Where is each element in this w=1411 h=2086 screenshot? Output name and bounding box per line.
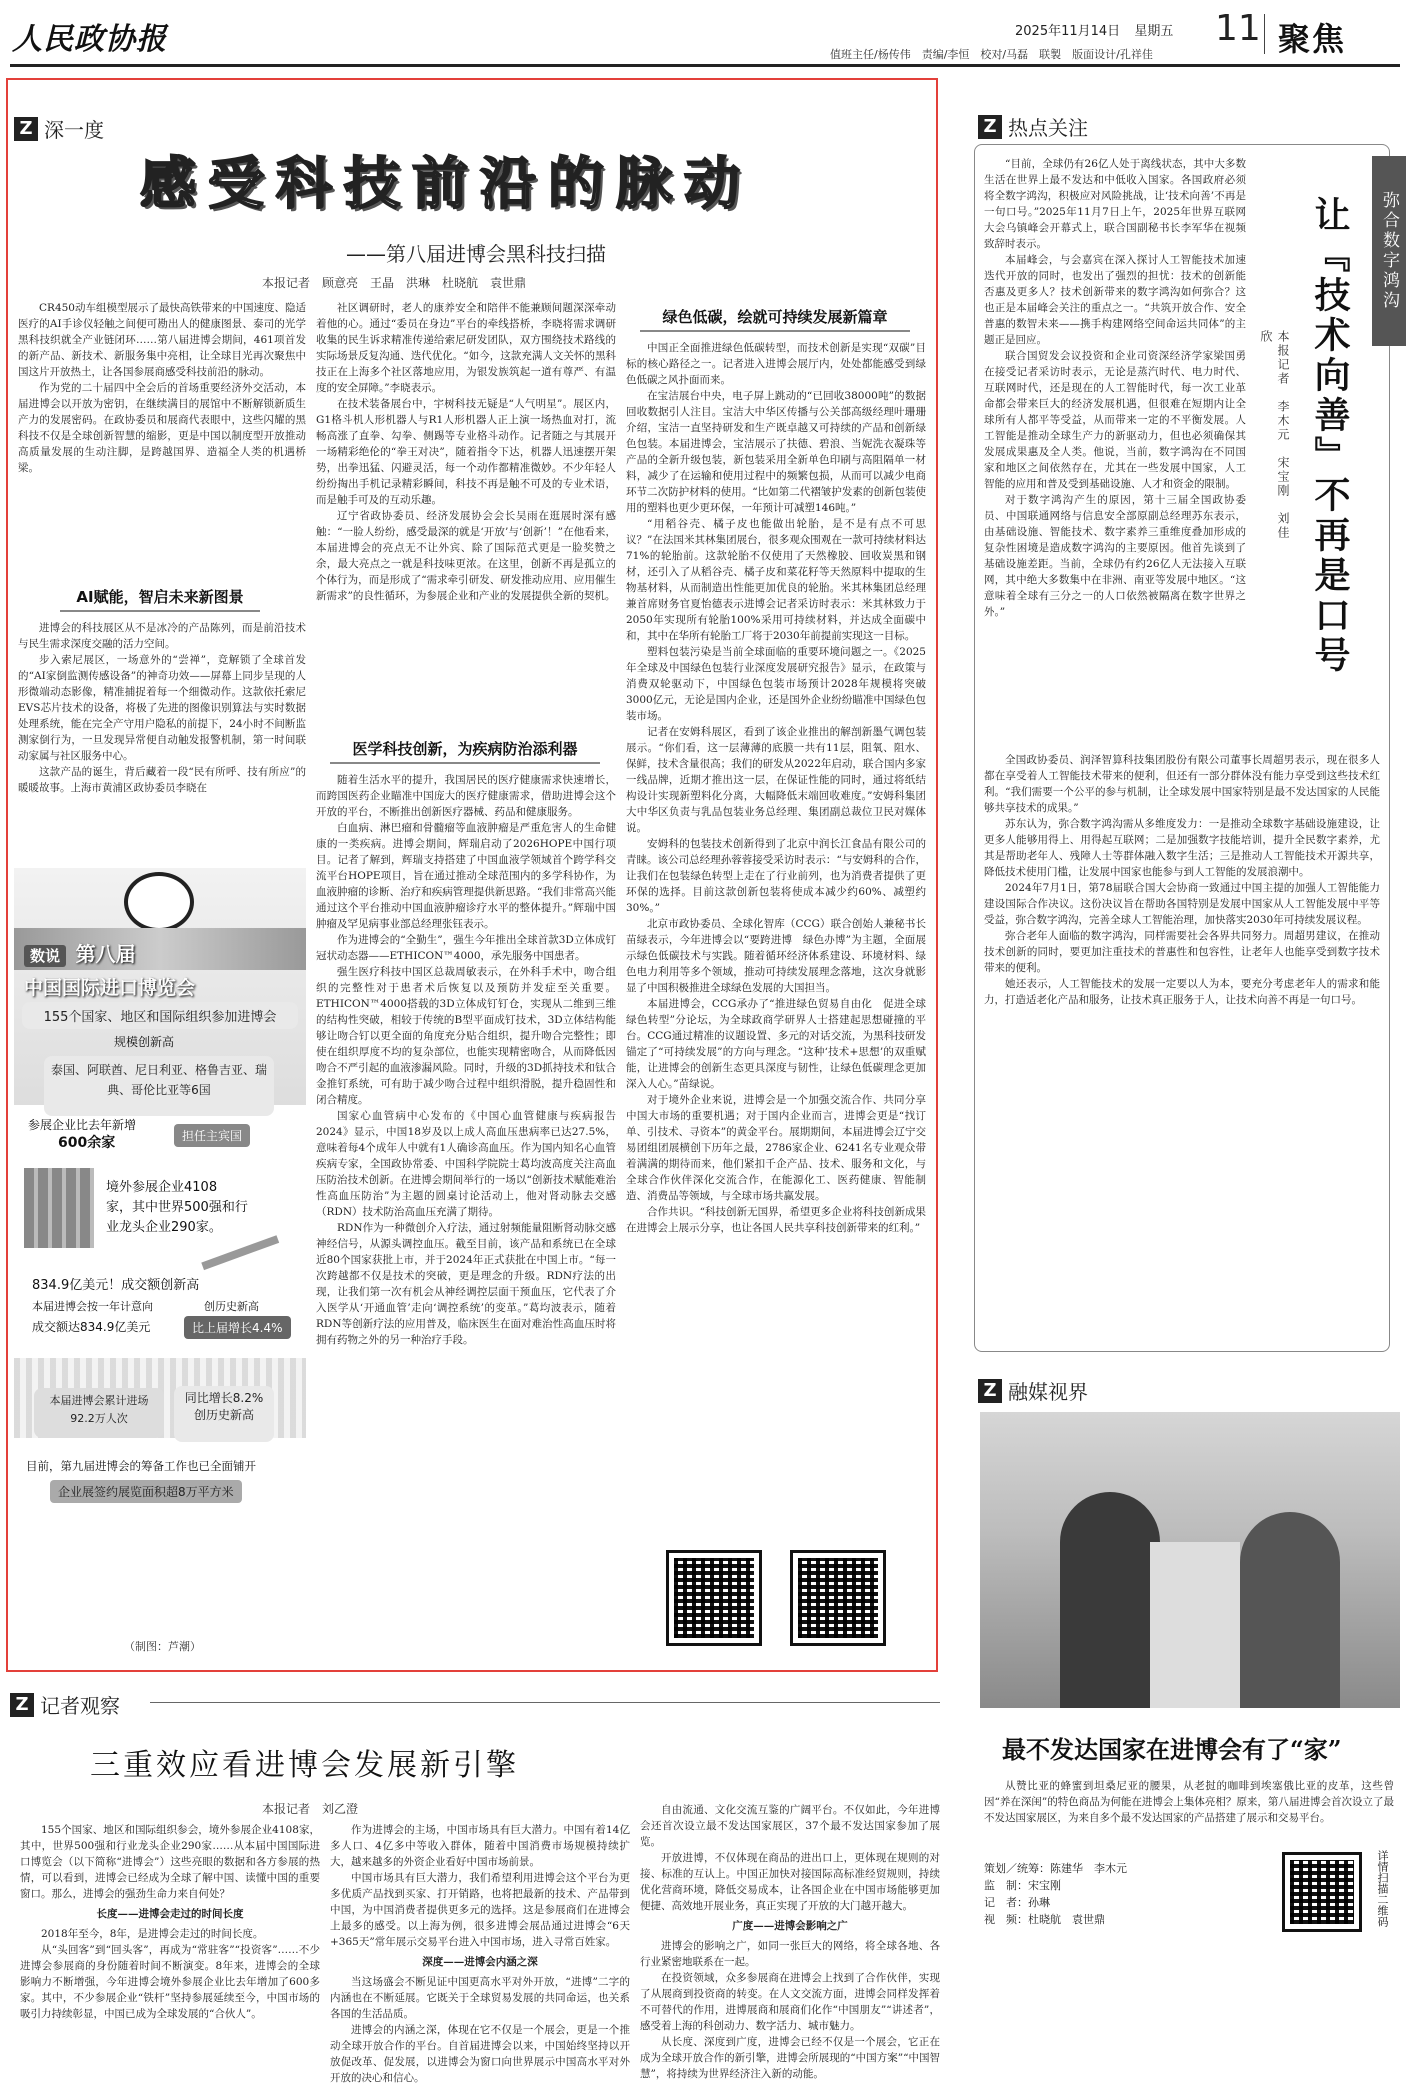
infographic-credit: （制图：芦潮） xyxy=(124,1640,201,1653)
feature-subtitle: ——第八届进博会黑科技扫描 xyxy=(346,242,606,266)
observe-subhead: 长度——进博会走过的时间长度 xyxy=(96,1908,244,1920)
issue-date xyxy=(1015,20,1173,39)
hotspot-tag-label: 热点关注 xyxy=(1008,116,1088,140)
qr-code-icon[interactable] xyxy=(790,1550,886,1646)
stat-countries-text: 155个国家、地区和国际组织参加进博会 xyxy=(43,1010,277,1025)
series-label: 弥合数字鸿沟 xyxy=(1379,191,1399,311)
paragraph: 合作共识。“科技创新无国界，希望更多企业将科技创新成果在进博会上展示分享，也让各国人民共享科技创新带来的红利。” xyxy=(626,1206,926,1234)
foreign-line3: 业龙头企业290家。 xyxy=(106,1220,222,1235)
infographic-title2: 中国国际进口博览会 xyxy=(24,977,196,999)
feature-title: 感受科技前沿的脉动 xyxy=(140,152,752,217)
feature-tag xyxy=(14,114,104,143)
hotspot-title: 让『技术向善』不再是口号 xyxy=(1309,196,1351,676)
paragraph: 在宝洁展台中央，电子屏上跳动的“已回收38000吨”的数据回收数据引人注目。宝洁大中华区传播与公关部高级经理叶珊珊介绍，宝洁一直坚持研发和生产既卓越又可持续的产品和创新绿色包装。本届进博会，宝洁展示了扶德、碧浪、当妮洗衣凝珠等产品的全新升级包装，新包装采用全新单色印刷与高阻隔单一材料，减少了在运输和使用过程中的频繁包损，从而可以减少电商环节二次防护材料的使用。“比如第二代褶皱护发素的创新包装使用的塑料也更少更环保，一年预计可减塑146吨。” xyxy=(626,390,926,514)
guest-countries xyxy=(44,1056,274,1116)
paragraph: 社区调研时，老人的康养安全和陪伴不能兼顾间题深深牵动着他的心。通过“委员在身边”平台的牵线搭桥，李晓将需求调研收集的民生诉求精准传递给索尼研发团队，双方围绕技术路线的实际场景反复沟通、迭代优化。“如今，这款充满人文关怀的黑科技正在上海多个社区落地应用，为银发族筑起一道有尊严、有温度的安全屏障。”李晓表示。 xyxy=(316,302,616,394)
growth-arrow-icon xyxy=(201,1235,286,1291)
guest-badge: 担任主宾国 xyxy=(174,1124,250,1147)
visitors-label: 本届进博会累计进场92.2万人次 xyxy=(49,1394,149,1425)
paragraph: CR450动车组模型展示了最快高铁带来的中国速度、隐适医疗的AI手诊仪轻触之间便可勘出人的健康图景、泰司的光学黑科技织就全产业链闭环……第八届进博会期间，461项首发的新产品、新技术、新服务集中亮相，让全球目光再次聚焦中国这片开放热土，让各国参展商感受科技前沿的脉动。 xyxy=(18,302,306,378)
paragraph: 对于数字鸿沟产生的原因，第十三届全国政协委员、中国联通网络与信息安全部原副总经理苏东表示，由基础设施、智能技术、数字素养三重维度叠加形成的复杂性困境是造成数字鸿沟的主要原因。他首先谈到了基础设施差距。当前，全球仍有约26亿人无法接入互联网，其中绝大多数集中在非洲、南亚等发展中地区。“这意味着全球有三分之一的人口依然被隔离在数字世界之外。” xyxy=(984,494,1246,618)
next-expo: 目前，第九届进博会的筹备工作也已全面铺开 xyxy=(26,1459,256,1473)
paragraph: 中国正全面推进绿色低碳转型，而技术创新是实现“双碳”目标的核心路径之一。记者进入进博会展厅内，处处都能感受到绿色低碳之风扑面而来。 xyxy=(626,342,926,386)
date-text: 2025年11月14日 xyxy=(1015,24,1121,39)
paragraph: 她还表示，人工智能技术的发展一定要以人为本，要充分考虑老年人的需求和能力，打造适老化产品和服务，让技术真正服务于人，让技术向善不再是一句口号。 xyxy=(984,978,1380,1006)
paragraph: 安姆科的包装技术创新得到了北京中润长江食品有限公司的青睐。该公司总经理孙蓉蓉接受采访时表示：“与安姆科的合作，让我们在包装绿色转型上走在了行业前列，也为消费者提供了更环保的选择。目前这款创新包装将使成本减少约60%、减塑约30%。” xyxy=(626,838,926,914)
paragraph: 弥合老年人面临的数字鸿沟，同样需要社会各界共同努力。周超男建议，在推动技术创新的同时，要更加注重技术的普惠性和包容性，让老年人也能享受到数字技术带来的便利。 xyxy=(984,930,1380,974)
paragraph: 自由流通、文化交流互鉴的广阔平台。不仅如此，今年进博会还首次设立最不发达国家展区，37个最不发达国家参加了展览。 xyxy=(640,1804,940,1848)
observe-col3 xyxy=(640,1642,940,2080)
media-title: 最不发达国家在进博会有了“家” xyxy=(1002,1735,1342,1764)
observe-byline: 本报记者 刘乙澄 xyxy=(262,1802,359,1816)
paragraph: 进博会的影响之广，如同一张巨大的网络，将全球各地、各行业紧密地联系在一起。 xyxy=(640,1940,940,1968)
paragraph: 从“头回客”到“回头客”，再成为“常驻客”“投资客”……不少进博会参展商的身份随着时间不断演变。8年来，进博会的全球影响力不断增强，今年进博会境外参展企业比去年增加了600多家。其中，不少参展企业“铁杆”坚持参展延续至今，中国市场的吸引力持续彰显，中国已成为全球发展的“合伙人”。 xyxy=(20,1944,320,2020)
paragraph: 当这场盛会不断见证中国更高水平对外开放，“进博”二字的内涵也在不断延展。它既关于全球贸易发展的共同命运，也关系各国的生活品质。 xyxy=(330,1976,630,2020)
infographic-heading xyxy=(24,938,195,1000)
visitors-growth: 同比增长8.2% xyxy=(184,1391,264,1405)
feature-col2-top xyxy=(316,300,616,730)
feature-col3 xyxy=(626,340,926,1540)
paragraph: 进博会的科技展区从不是冰冷的产品陈列，而是前沿技术与民生需求深度交融的活力空间。 xyxy=(18,622,306,650)
feature-tag-label: 深一度 xyxy=(44,118,104,142)
paragraph: 开放进博，不仅体现在商品的进出口上，更体现在规则的对接、标准的互认上。中国正加快对接国际高标准经贸规则，持续优化营商环境，降低交易成本，让各国企业在中国市场能够更加便捷、高效地开展业务，真正实现了开放的大门越开越大。 xyxy=(640,1852,940,1912)
infographic xyxy=(14,868,306,1658)
growth-badge: 比上届增长4.4% xyxy=(184,1316,291,1339)
paragraph: 在投资领域，众多参展商在进博会上找到了合作伙伴，实现了从展商到投资商的转变。在人文交流方面，进博会同样发挥着不可替代的作用，进博展商和展商们化作“中国朋友”“讲述者”，感受着上海的科创动力、数字活力、城市魅力。 xyxy=(640,1972,940,2032)
paragraph: 联合国贸发会议投资和企业司资深经济学家梁国勇在接受记者采访时表示，无论是蒸汽时代、电力时代、互联网时代，还是现在的人工智能时代，每一次工业革命都会带来巨大的经济发展机遇，但很难在短期内让全球所有人都平等受益，从而带来一定的不平衡发展。人工智能是推动全球生产力的新驱动力，但也必须确保其发展成果惠及全人类。他说，当前，数字鸿沟在不同国家和地区之间依然存在，尤其在一些发展中国家，人工智能的应用和普及受到基础设施、人才和资金的限制。 xyxy=(984,350,1246,490)
paragraph: 强生医疗科技中国区总裁周敏表示，在外科手术中，吻合组织的完整性对于患者术后恢复以及预防并发症至关重要。ETHICON™4000搭载的3D立体成钉钉仓，实现从二维到三维的结构性突破，相较于传统的B型平面成钉技术，3D立体结构能够让吻合钉以更全面的角度充分贴合组织，提升吻合完整性；即使在组织厚度不均的复杂部位，也能实现精密吻合，从而降低因吻合不严引起的血液渗漏风险。同时，升级的3D抓持技术和钛合金推钉系统，可有助于减少吻合过程中组织滑脱，提升稳固性和闭合精度。 xyxy=(316,966,616,1106)
hotspot-byline: 本报记者 李木元 宋宝刚 刘佳欣 xyxy=(1259,330,1290,540)
foreign-exhibitors xyxy=(106,1178,248,1238)
paragraph: 作为进博会的主场，中国市场具有巨大潜力。中国有着14亿多人口、4亿多中等收入群体，随着中国消费市场规模持续扩大，越来越多的外资企业看好中国市场前景。 xyxy=(330,1824,630,1868)
paragraph: “目前，全球仍有26亿人处于离线状态，其中大多数生活在世界上最不发达和中低收入国家。各国政府必须将全数字鸿沟，积极应对风险挑战，让‘技术向善’不再是一句口号。”2025年11月7日上午，2025年世界互联网大会乌镇峰会开幕式上，联合国副秘书长李军华在视频致辞时表示。 xyxy=(984,158,1246,250)
paragraph: 随着生活水平的提升，我国居民的医疗健康需求快速增长，而跨国医药企业瞄准中国庞大的医疗健康需求，借助进博会这个开放的平台，不断推出创新医疗器械、药品和健康服务。 xyxy=(316,774,616,818)
observe-title: 三重效应看进博会发展新引擎 xyxy=(90,1748,519,1783)
observe-tag-label: 记者观察 xyxy=(40,1694,120,1718)
observe-subhead: 深度——进博会内涵之深 xyxy=(422,1956,538,1968)
observe-col2 xyxy=(330,1822,630,2084)
editor-credits: 策划／统筹：陈建华 李木元 监 制：宋宝刚 记 者：孙琳 视 频：杜晓航 袁世鼎 xyxy=(984,1862,1127,1926)
skyline-icon xyxy=(24,1168,94,1248)
stat-countries xyxy=(22,1002,298,1029)
deal-headline: 834.9亿美元！成交额创新高 xyxy=(32,1278,200,1293)
new-exhibitors-label: 参展企业比去年新增 xyxy=(28,1118,137,1132)
paragraph: 155个国家、地区和国际组织参会，境外参展企业4108家，其中，世界500强和行业龙头企业290家……从本届中国国际进口博览会（以下简称“进博会”）这些亮眼的数据和各方参展的热情，可以看到，进博会已经成为全球了解中国、读懂中国的重要窗口。那么，进博会的强劲生命力来自何处？ xyxy=(20,1824,320,1900)
visitors-growth-box xyxy=(174,1386,274,1442)
paragraph: 这款产品的诞生，背后藏着一段“民有所呼、技有所应”的暖暖故事。上海市黄浦区政协委员李晓在 xyxy=(18,766,306,794)
z-badge: Z xyxy=(978,115,1002,139)
paragraph: 辽宁省政协委员、经济发展协会会长吴雨在逛展时深有感触：“一脸人纷纷，感受最深的就是‘开放’与‘创新’！”在他看来，本届进博会的亮点无不让外宾、除了国际范式更是一脸奖赞之余，最大亮点之一就是科技味更浓。在这里，创新不再是孤立的个体行为，而是形成了“需求牵引研发、研发推动应用、应用催生新需求”的良性循环，为参展企业和产业的发展提供全新的契机。 xyxy=(316,510,616,602)
hotspot-body-top xyxy=(984,156,1246,746)
feature-col1-top xyxy=(18,300,306,580)
paragraph: 从赞比亚的蜂蜜到坦桑尼亚的腰果，从老挝的咖啡到埃塞俄比亚的皮革，这些曾因“养在深闺”的特色商品为何能在进博会上集体亮相？原来，第八届进博会首次设立了最不发达国家展区，为来自多个最不发达国家的产品搭建了展示和交易平台。 xyxy=(984,1780,1394,1824)
masthead-rule xyxy=(10,64,1400,67)
section-name: 聚焦 xyxy=(1278,20,1347,58)
z-badge: Z xyxy=(10,1693,34,1717)
paragraph: 全国政协委员、润泽智算科技集团股份有限公司董事长周超男表示，现在很多人都在享受着人工智能技术带来的便利，但还有一部分群体没有能力享受到这些技术红利。“我们需要一个公平的参与机制，让全球发展中国家特别是最不发达国家的人民能够共享技术的成果。” xyxy=(984,754,1380,814)
paragraph: 北京市政协委员、全球化智库（CCG）联合创始人兼秘书长苗绿表示，今年进博会以“要跨进博 绿色办博”为主题，全面展示绿色低碳技术与实践。随着循环经济体系建设、环境材料、绿色电力利用等多个领域，推动可持续发展理念落地，这次身就影显了中国积极推进全球绿色发展的大国担当。 xyxy=(626,918,926,994)
paragraph: 中国市场具有巨大潜力，我们希望利用进博会这个平台为更多优质产品找到买家、打开销路，也将把最新的技术、产品带到中国，为中国消费者提供更多元的选择。这是参展商们在进博会上最多的感受。以上海为例，很多进博会展品通过进博会“6天+365天”常年展示交易平台进入中国市场，进入寻常百姓家。 xyxy=(330,1872,630,1948)
paragraph: RDN作为一种微创介入疗法，通过射频能量阻断肾动脉交感神经信号，从源头调控血压。截至目前，该产品和系统已在全球近80个国家获批上市，并于2024年正式获批在中国上市。“每一次跨越都不仅是技术的突破，更是理念的升级。RDN疗法的出现，让我们第一次有机会从神经调控层面干预血压，它代表了介入医学从‘开通血管’走向‘调控系统’的变革。”葛均波表示，随着RDN等创新疗法的应用普及，临床医生在面对难治性高血压时将拥有药物之外的另一种治疗手段。 xyxy=(316,1222,616,1346)
paragraph: 2018年至今，8年，是进博会走过的时间长度。 xyxy=(41,1928,264,1940)
infographic-title1: 第八届 xyxy=(75,942,136,966)
media-tag-label: 融媒视界 xyxy=(1008,1380,1088,1404)
page-divider xyxy=(1264,14,1265,54)
observe-subhead: 广度——进博会影响之广 xyxy=(732,1920,848,1932)
feature-col1-mid xyxy=(18,620,306,860)
visitors-box xyxy=(34,1388,164,1438)
page-number: 11 xyxy=(1215,8,1261,49)
paragraph: 步入索尼展区，一场意外的“尝禅”，竞解锁了全球首发的“AI家倒监测传感设备”的神奇功效——屏幕上同步呈现的人形微端动态影像，精准捕捉着每一个细微动作。这款依托索尼EVS芯片技术的设备，将极了先进的图像识别算法与实时数据处理系统，能在完全产守用户隐私的前提下，24小时不间断监测家倒行为，一旦发现异常便自动触发报警机制，第一时间联动家属与社区服务中心。 xyxy=(18,654,306,762)
qr-label: 详情扫描二维码 xyxy=(1376,1850,1389,1927)
paragraph: 对于境外企业来说，进博会是一个加强交流合作、共同分享中国大市场的重要机遇；对于国内企业而言，进博会更是“找订单、引技术、寻资本”的黄金平台。展期期间，本届进博会辽宁交易团组团展横创下历年之最，2786家企业、6241名专业观众带着满满的期待而来，他们紧扣千企产品、技术、服务和文化，与全球合作伙伴深化交流合作，在能源化工、医药健康、智能制造、消费品等领域，与全球市场共赢发展。 xyxy=(626,1094,926,1202)
paragraph: 作为党的二十届四中全会后的首场重要经济外交活动，本届进博会以开放为密钥，在继续满目的展馆中不断解锁新质生产力的发展密码。在政协委员和展商代表眼中，这些闪耀的黑科技不仅是全球创新智慧的缩影，更是中国以制度型开放推动高质量发展的生动注脚，是跨越国界、造福全人类的机遇桥梁。 xyxy=(18,382,306,474)
series-banner xyxy=(1372,156,1406,346)
deal-period: 本届进博会按一年计意向 xyxy=(32,1300,153,1313)
person-right-figure xyxy=(1240,1512,1340,1708)
deal-line: 成交额达834.9亿美元 xyxy=(32,1320,151,1334)
paragraph: 国家心血管病中心发布的《中国心血管健康与疾病报告2024》显示，中国18岁及以上成人高血压患病率已达27.5%，意味着每4个成年人中就有1人确诊高血压。作为国内知名心血管疾病专家，全国政协常委、中国科学院院士葛均波高度关注高血压防治技术创新。在进博会期间举行的一场以“创新技术赋能难治性高血压防治”为主题的圆桌讨论活动上，他对肾动脉去交感（RDN）技术防治高血压充满了期待。 xyxy=(316,1110,616,1218)
paragraph: 塑料包装污染是当前全球面临的重要环境问题之一。《2025年全球及中国绿色包装行业深度发展研究报告》显示，在政策与消费双轮驱动下，中国绿色包装市场预计2028年规模将突破3000亿元，无论是国内企业，还是国外企业纷纷瞄准中国绿色包装市场。 xyxy=(626,646,926,722)
growth-label: 创历史新高 xyxy=(204,1300,259,1313)
infographic-tag: 数说 xyxy=(24,945,66,967)
z-badge: Z xyxy=(978,1379,1002,1403)
observe-col1 xyxy=(20,1822,320,2020)
staff-line: 值班主任/杨传伟 责编/李恒 校对/马磊 联製 版面设计/孔祥佳 xyxy=(830,48,1153,61)
booth-shelf xyxy=(1150,1542,1240,1708)
foreign-line2: 家，其中世界500强和行 xyxy=(106,1200,248,1215)
news-photo xyxy=(980,1412,1400,1708)
person-left-figure xyxy=(1060,1492,1160,1708)
stat-countries-sub: 规模创新高 xyxy=(114,1035,175,1049)
paragraph: “用稻谷壳、橘子皮也能做出轮胎，是不是有点不可思议？”在法国米其林集团展台，很多观众围观在一款可持续材料达71%的轮胎前。这款轮胎不仅使用了天然橡胶、回收炭黑和钢材，还引入了从稻谷壳、橘子皮和菜花籽等天然原料中提取的生物基材料，从而制造出性能更加优良的轮胎。米其林集团总经理兼首席财务官夏怡德表示进博会记者采访时表示：米其林致力于2050年实现所有轮胎100%采用可持续材料，并达成全面碳中和，其中在华所有轮胎工厂将于2030年前提前实现这一目标。 xyxy=(626,518,926,642)
paragraph: 在技术装备展台中，宇树科技无疑是“人气明星”。展区内，G1格斗机人形机器人与R1人形机器人正上演一场热血对打，流畅高涨了直拳、勾拳、侧踢等专业格斗动作。记者随之与其展开一场精彩绝伦的“拳王对决”，随着指令下达，机器人迅速摆开架势，出拳迅猛、闪避灵活，每一个动作都精准微妙。不少年轻人纷纷掏出手机记录精彩瞬间，科技不再是触不可及的专业术语，而是触手可及的互动乐趣。 xyxy=(316,398,616,506)
feature-byline: 本报记者 顾意亮 王晶 洪琳 杜晓航 袁世鼎 xyxy=(262,276,527,290)
weekday-text: 星期五 xyxy=(1134,24,1174,39)
feature-col2-bottom xyxy=(316,772,616,1662)
hotspot-body-bottom xyxy=(984,752,1380,1342)
paragraph: 从长度、深度到广度，进博会已经不仅是一个展会，它正在成为全球开放合作的新引擎，进博会所展现的“中国方案”“中国智慧”，将持续为世界经济注入新的动能。 xyxy=(640,2036,940,2080)
paragraph: 记者在安姆科展区，看到了该企业推出的解剖新墨气调包装展示。“你们看，这一层薄薄的底膜一共有11层，阻氧、阻水、保鲜，技术含量很高；我们的研发从2022年启动，联合国内多家一线品牌，近期才推出这一层，在保证性能的同时，通过将纸结构设计实现新塑料化分离，大幅降低末端回收难度。”安姆科集团大中华区负责与乳品包装业务总经理、集团副总裁位卫民对媒体说。 xyxy=(626,726,926,834)
paragraph: 进博会的内涵之深，体现在它不仅是一个展会，更是一个推动全球开放合作的平台。自首届进博会以来，中国始终坚持以开放促改革、促发展，以进博会为窗口向世界展示中国高水平对外开放的决心和信心。 xyxy=(330,2024,630,2084)
paragraph: 白血病、淋巴瘤和骨髓瘤等血液肿瘤是严重危害人的生命健康的一类疾病。进博会期间，辉瑞启动了2026HOPE中国行项目。记者了解到，辉瑞支持搭建了中国血液学领域首个跨学科交流平台HOPE项目，旨在通过推动全球范围内的多学科协作，为血液肿瘤的诊断、治疗和疾病管理提供新思路。“我们非常高兴能通过这个平台推动中国血液肿瘤诊疗水平的整体提升。”辉瑞中国肿瘤及罕见病事业部总经理张钰表示。 xyxy=(316,822,616,930)
qr-code-icon[interactable] xyxy=(1282,1852,1362,1932)
subhead-green: 绿色低碳，绘就可持续发展新篇章 xyxy=(640,306,910,332)
paragraph: 2024年7月1日，第78届联合国大会协商一致通过中国主提的加强人工智能能力建设国际合作决议。这份决议旨在帮助各国特别是发展中国家从人工智能发展中平等受益，弥合数字鸿沟，完善全球人工智能治理，加快落实2030年可持续发展议程。 xyxy=(984,882,1380,926)
hotspot-tag xyxy=(978,112,1088,141)
paragraph: 苏东认为，弥合数字鸿沟需从多维度发力：一是推动全球数字基础设施建设，让更多人能够用得上、用得起互联网；二是加强数字技能培训，提升全民数字素养，尤其是帮助老年人、残障人士等群体融入数字生活；三是推动人工智能技术开源共享，降低技术使用门槛，让发展中国家也能参与到人工智能的发展浪潮中。 xyxy=(984,818,1380,878)
observe-tag xyxy=(10,1690,120,1719)
media-body xyxy=(984,1778,1394,1842)
paragraph: 本届进博会，CCG承办了“推进绿色贸易自由化 促进全球绿色转型”分论坛，为全球政商学研界人士搭建起思想碰撞的平台。CCG通过精准的议题设置、多元的对话交流，为黑科技研发锚定了“可持续发展”的方向与理念。“这种‘技术+思想’的双重赋能，让进博会的创新生态更具深度与韧性，让绿色低碳理念更加深入人心。”苗绿说。 xyxy=(626,998,926,1090)
guest-countries-text: 泰国、阿联酋、尼日利亚、格鲁吉亚、瑞典、哥伦比亚等6国 xyxy=(50,1063,267,1097)
media-tag xyxy=(978,1376,1088,1405)
qr-code-icon[interactable] xyxy=(666,1550,762,1646)
paragraph: 作为进博会的“全勤生”，强生今年推出全球首款3D立体成钉冠状动态器——ETHICON™4000，承先服务中国患者。 xyxy=(316,934,616,962)
paragraph: 本届峰会，与会嘉宾在深入探讨人工智能技术加速迭代开放的同时，也发出了强烈的担忧：技术的创新能否惠及更多人？技术创新带来的数字鸿沟如何弥合？这也正是本届峰会关注的重点之一。“共筑开放合作、安全普惠的数智未来——携手构建网络空间命运共同体”的主题正是回应。 xyxy=(984,254,1246,346)
newspaper-logo: 人民政协报 xyxy=(12,22,167,57)
new-exhibitors-value: 600余家 xyxy=(58,1135,116,1151)
foreign-line1: 境外参展企业4108 xyxy=(106,1180,218,1195)
new-exhibitors xyxy=(28,1116,136,1152)
panda-mascot-icon xyxy=(124,872,194,932)
z-badge: Z xyxy=(14,117,38,141)
visitors-record: 创历史新高 xyxy=(193,1408,254,1422)
subhead-ai: AI赋能，智启未来新图景 xyxy=(60,586,260,612)
subhead-medical: 医学科技创新，为疾病防治添利器 xyxy=(330,738,600,764)
next-area-badge: 企业展签约展览面积超8万平方米 xyxy=(50,1480,242,1503)
